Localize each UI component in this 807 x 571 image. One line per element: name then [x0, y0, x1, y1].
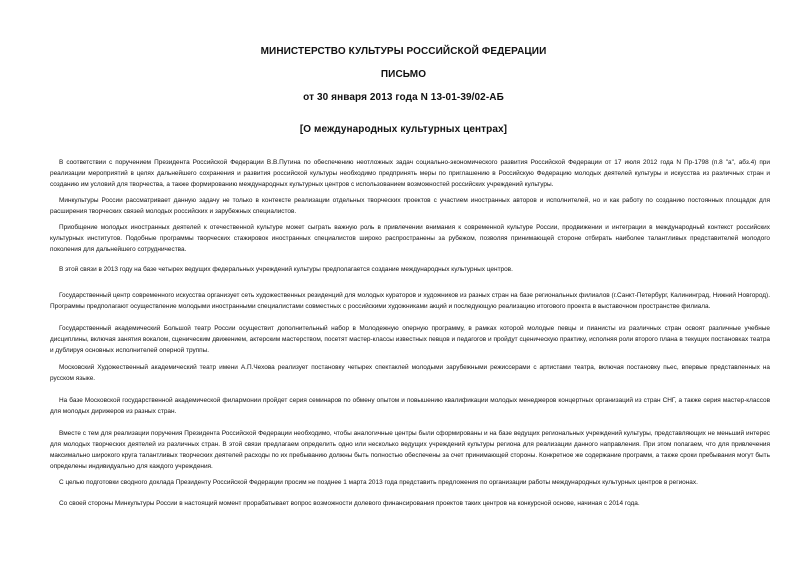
paragraph-10: С целью подготовки сводного доклада Президенту Российской Федерации просим не позднее 1 марта 2013 года представить предложения по организации работы международных культурных центров в регионах.	[59, 479, 698, 486]
paragraph-3: Приобщение молодых иностранных деятелей к отечественной культуре может сыграть важную роль в привлечении внимания к современной культуре России, продвижении и интеграции в международный контекст российских культурных институтов. Подобные программы творческих стажировок иностранных специалистов широко распространены за рубежом, позволяя принимающей стороне отбирать наиболее талантливых представителей молодого поколения для дальнейшего сотрудничества.	[50, 224, 770, 253]
paragraph-1: В соответствии с поручением Президента Российской Федерации В.В.Путина по обеспечению неотложных задач социально-экономического развития Российской Федерации от 17 июля 2012 года N Пр-1798 (п.8 "а", абз.4) при реализации мероприятий в целях дальнейшего сохранения и развития российской культуры необходимо предпринять меры по приглашению в Российскую Федерацию молодых деятелей культуры и искусства из различных стран и созданию им условий для творчества, а также формированию международных культурных центров с использованием возможностей российских учреждений культуры.	[50, 159, 770, 188]
paragraph-11: Со своей стороны Минкультуры России в настоящий момент прорабатывает вопрос возможности долевого финансирования проектов таких центров на конкурсной основе, начиная с 2014 года.	[59, 500, 640, 507]
paragraph-6: Государственный академический Большой театр России осуществит дополнительный набор в Молодежную оперную программу, в рамках которой молодые певцы и пианисты из различных стран освоят различные учебные дисциплины, включая занятия вокалом, сценическим движением, актерским мастерством, посетят мастер-классы известных певцов и педагогов и пройдут сценическую практику, исполняя роли второго плана в текущих постановках театра и дублируя основных исполнителей оперной труппы.	[50, 325, 770, 354]
paragraph-4: В этой связи в 2013 году на базе четырех ведущих федеральных учреждений культуры предполагается создание международных культурных центров.	[59, 266, 513, 273]
paragraph-2: Минкультуры России рассматривает данную задачу не только в контексте реализации отдельных творческих проектов с участием иностранных авторов и исполнителей, но и как работу по созданию постоянных площадок для расширения творческих связей молодых российских и зарубежных специалистов.	[50, 197, 770, 215]
document-subject: [О международных культурных центрах]	[299, 124, 508, 135]
paragraph-5: Государственный центр современного искусства организует сеть художественных резиденций для молодых кураторов и художников из разных стран на базе региональных филиалов (г.Санкт-Петербург, Калининград, Нижний Новгород). Программы предполагают осуществление молодыми иностранными специалистами совместных с российскими художниками акций и последующую реализацию итогового проекта в выставочном пространстве филиала.	[50, 292, 770, 310]
paragraph-8: На базе Московской государственной академической филармонии пройдет серия семинаров по обмену опытом и повышению квалификации молодых менеджеров концертных организаций из стран СНГ, а также серия мастер-классов для молодых дирижеров из разных стран.	[50, 397, 770, 415]
ministry-title: МИНИСТЕРСТВО КУЛЬТУРЫ РОССИЙСКОЙ ФЕДЕРАЦИИ	[260, 46, 547, 57]
document-type: ПИСЬМО	[380, 69, 427, 80]
document-date-number: от 30 января 2013 года N 13-01-39/02-АБ	[303, 92, 504, 103]
paragraph-9: Вместе с тем для реализации поручения Президента Российской Федерации необходимо, чтобы аналогичные центры были сформированы и на базе ведущих региональных учреждений культуры, представляющих не меньший интерес для молодых творческих деятелей из различных стран. В этой связи предлагаем определить одно или несколько ведущих учреждений культуры региона для реализации данного направления. При этом полагаем, что для привлечения максимально широкого круга талантливых творческих деятелей расходы по их пребыванию должны быть полностью обеспечены за счет принимающей стороны. Конкретное же содержание программ, а также сроки пребывания могут быть определены индивидуально для каждого учреждения.	[50, 430, 770, 470]
paragraph-7: Московский Художественный академический театр имени А.П.Чехова реализует постановку четырех спектаклей молодыми зарубежными режиссерами с артистами театра, включая постановку пьес, впервые представленных на русском языке.	[50, 364, 770, 382]
